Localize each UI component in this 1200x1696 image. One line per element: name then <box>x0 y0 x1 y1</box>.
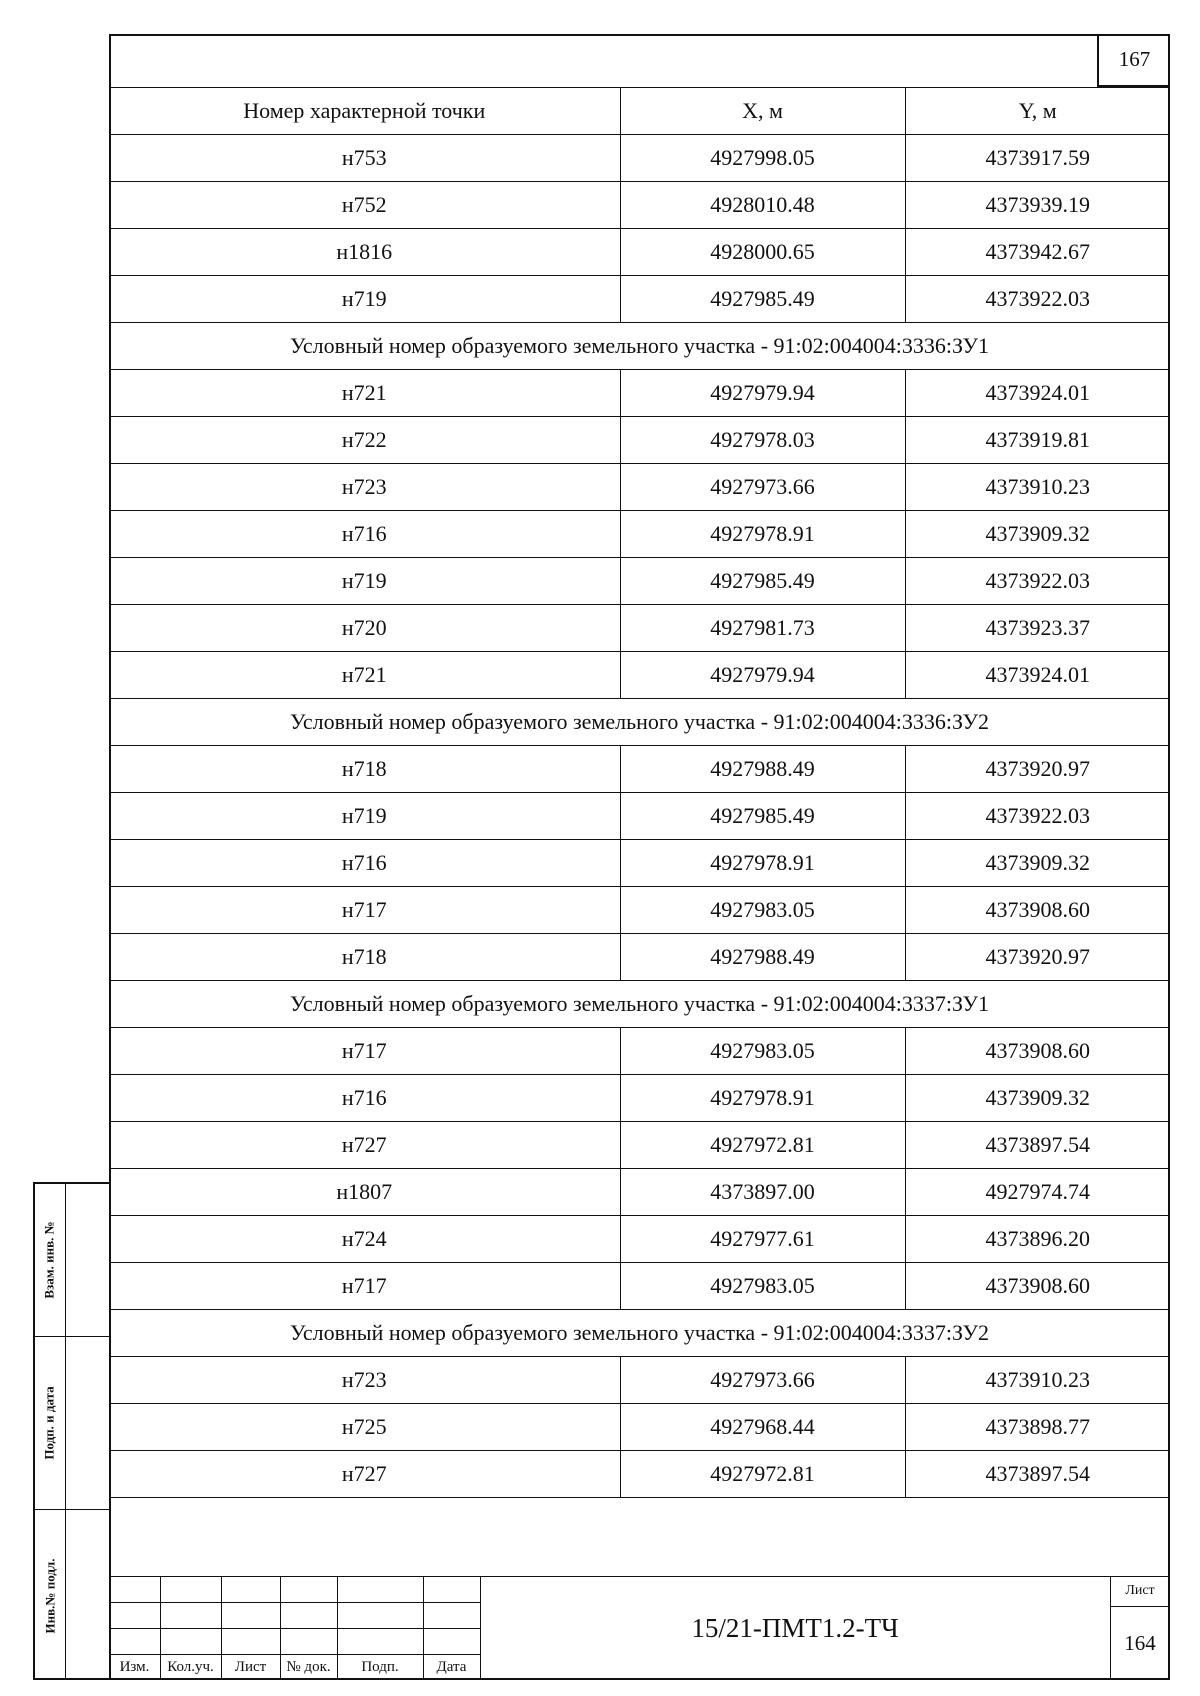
table-row <box>109 1357 1170 1404</box>
table-row <box>109 793 1170 840</box>
y-coordinate-cell: 4373908.60 <box>905 887 1170 934</box>
y-coordinate-cell: 4373908.60 <box>905 1028 1170 1075</box>
point-number-cell: н718 <box>109 746 620 793</box>
page-number-top: 167 <box>1097 34 1170 87</box>
stamp-col-change: Изм. <box>119 1658 150 1675</box>
table-row <box>109 182 1170 229</box>
y-coordinate-cell: 4373897.54 <box>905 1451 1170 1498</box>
point-number-cell: н716 <box>109 511 620 558</box>
point-number-cell: н719 <box>109 276 620 323</box>
table-row <box>109 276 1170 323</box>
point-number-cell: н717 <box>109 1028 620 1075</box>
parcel-section-title: Условный номер образуемого земельного участка - 91:02:004004:3336:ЗУ1 <box>109 323 1170 370</box>
table-row <box>109 746 1170 793</box>
stamp-col-count: Кол.уч. <box>167 1658 214 1675</box>
x-coordinate-cell: 4927978.91 <box>620 1075 905 1122</box>
side-label-sign-date: Подп. и дата <box>42 1385 58 1460</box>
x-coordinate-cell: 4927978.91 <box>620 840 905 887</box>
side-stamp <box>33 1182 109 1680</box>
table-row <box>109 229 1170 276</box>
point-number-cell: н753 <box>109 135 620 182</box>
section-header-row <box>109 699 1170 746</box>
table-header-row <box>109 88 1170 135</box>
x-coordinate-cell: 4927979.94 <box>620 652 905 699</box>
y-coordinate-cell: 4373923.37 <box>905 605 1170 652</box>
x-coordinate-cell: 4927988.49 <box>620 934 905 981</box>
point-number-cell: н1807 <box>109 1169 620 1216</box>
table-row <box>109 1075 1170 1122</box>
point-number-cell: н721 <box>109 652 620 699</box>
point-number-cell: н718 <box>109 934 620 981</box>
y-coordinate-cell: 4373917.59 <box>905 135 1170 182</box>
point-number-cell: н727 <box>109 1122 620 1169</box>
table-row <box>109 1263 1170 1310</box>
header-y: Y, м <box>905 88 1170 135</box>
parcel-section-title: Условный номер образуемого земельного участка - 91:02:004004:3337:ЗУ1 <box>109 981 1170 1028</box>
y-coordinate-cell: 4373909.32 <box>905 1075 1170 1122</box>
x-coordinate-cell: 4927978.03 <box>620 417 905 464</box>
point-number-cell: н719 <box>109 558 620 605</box>
y-coordinate-cell: 4927974.74 <box>905 1169 1170 1216</box>
table-row <box>109 934 1170 981</box>
point-number-cell: н717 <box>109 887 620 934</box>
table-row <box>109 417 1170 464</box>
point-number-cell: н716 <box>109 1075 620 1122</box>
point-number-cell: н752 <box>109 182 620 229</box>
point-number-cell: н725 <box>109 1404 620 1451</box>
point-number-cell: н722 <box>109 417 620 464</box>
stamp-col-signature: Подп. <box>361 1658 399 1675</box>
section-header-row <box>109 1310 1170 1357</box>
x-coordinate-cell: 4927981.73 <box>620 605 905 652</box>
y-coordinate-cell: 4373924.01 <box>905 370 1170 417</box>
table-row <box>109 887 1170 934</box>
x-coordinate-cell: 4373897.00 <box>620 1169 905 1216</box>
table-row <box>109 464 1170 511</box>
point-number-cell: н720 <box>109 605 620 652</box>
y-coordinate-cell: 4373908.60 <box>905 1263 1170 1310</box>
y-coordinate-cell: 4373942.67 <box>905 229 1170 276</box>
x-coordinate-cell: 4927968.44 <box>620 1404 905 1451</box>
y-coordinate-cell: 4373897.54 <box>905 1122 1170 1169</box>
y-coordinate-cell: 4373922.03 <box>905 558 1170 605</box>
x-coordinate-cell: 4927983.05 <box>620 1028 905 1075</box>
coordinates-table <box>109 87 1170 1498</box>
table-row <box>109 511 1170 558</box>
sheet-label: Лист <box>1125 1583 1155 1598</box>
x-coordinate-cell: 4927985.49 <box>620 793 905 840</box>
header-x: X, м <box>620 88 905 135</box>
x-coordinate-cell: 4927973.66 <box>620 1357 905 1404</box>
table-row <box>109 370 1170 417</box>
y-coordinate-cell: 4373920.97 <box>905 746 1170 793</box>
table-row <box>109 1216 1170 1263</box>
table-row <box>109 652 1170 699</box>
point-number-cell: н719 <box>109 793 620 840</box>
table-row <box>109 1451 1170 1498</box>
y-coordinate-cell: 4373896.20 <box>905 1216 1170 1263</box>
stamp-col-doc-number: № док. <box>286 1658 331 1675</box>
x-coordinate-cell: 4928010.48 <box>620 182 905 229</box>
point-number-cell: н724 <box>109 1216 620 1263</box>
point-number-cell: н721 <box>109 370 620 417</box>
table-row <box>109 558 1170 605</box>
point-number-cell: н1816 <box>109 229 620 276</box>
table-row <box>109 1404 1170 1451</box>
x-coordinate-cell: 4927983.05 <box>620 887 905 934</box>
x-coordinate-cell: 4927978.91 <box>620 511 905 558</box>
table-row <box>109 1122 1170 1169</box>
x-coordinate-cell: 4927972.81 <box>620 1122 905 1169</box>
x-coordinate-cell: 4927979.94 <box>620 370 905 417</box>
table-row <box>109 605 1170 652</box>
x-coordinate-cell: 4927988.49 <box>620 746 905 793</box>
y-coordinate-cell: 4373909.32 <box>905 511 1170 558</box>
table-row <box>109 840 1170 887</box>
y-coordinate-cell: 4373909.32 <box>905 840 1170 887</box>
side-label-replaced-inv: Взам. инв. № <box>42 1221 58 1299</box>
parcel-section-title: Условный номер образуемого земельного участка - 91:02:004004:3337:ЗУ2 <box>109 1310 1170 1357</box>
y-coordinate-cell: 4373939.19 <box>905 182 1170 229</box>
y-coordinate-cell: 4373920.97 <box>905 934 1170 981</box>
table-row <box>109 1028 1170 1075</box>
x-coordinate-cell: 4927972.81 <box>620 1451 905 1498</box>
y-coordinate-cell: 4373922.03 <box>905 793 1170 840</box>
point-number-cell: н723 <box>109 464 620 511</box>
x-coordinate-cell: 4927985.49 <box>620 558 905 605</box>
y-coordinate-cell: 4373910.23 <box>905 1357 1170 1404</box>
point-number-cell: н716 <box>109 840 620 887</box>
parcel-section-title: Условный номер образуемого земельного участка - 91:02:004004:3336:ЗУ2 <box>109 699 1170 746</box>
x-coordinate-cell: 4927983.05 <box>620 1263 905 1310</box>
section-header-row <box>109 981 1170 1028</box>
y-coordinate-cell: 4373922.03 <box>905 276 1170 323</box>
stamp-col-date: Дата <box>436 1658 467 1675</box>
sheet-number: 164 <box>1124 1630 1156 1655</box>
title-block <box>109 1576 1170 1680</box>
section-header-row <box>109 323 1170 370</box>
point-number-cell: н723 <box>109 1357 620 1404</box>
point-number-cell: н727 <box>109 1451 620 1498</box>
y-coordinate-cell: 4373924.01 <box>905 652 1170 699</box>
y-coordinate-cell: 4373919.81 <box>905 417 1170 464</box>
x-coordinate-cell: 4927985.49 <box>620 276 905 323</box>
table-row <box>109 135 1170 182</box>
header-point-number: Номер характерной точки <box>109 88 620 135</box>
point-number-cell: н717 <box>109 1263 620 1310</box>
y-coordinate-cell: 4373898.77 <box>905 1404 1170 1451</box>
x-coordinate-cell: 4927977.61 <box>620 1216 905 1263</box>
x-coordinate-cell: 4927973.66 <box>620 464 905 511</box>
stamp-col-sheet: Лист <box>234 1658 267 1675</box>
side-label-original-inv: Инв.№ подл. <box>42 1558 58 1633</box>
document-code: 15/21-ПМТ1.2-ТЧ <box>691 1612 899 1643</box>
table-row <box>109 1169 1170 1216</box>
y-coordinate-cell: 4373910.23 <box>905 464 1170 511</box>
x-coordinate-cell: 4928000.65 <box>620 229 905 276</box>
x-coordinate-cell: 4927998.05 <box>620 135 905 182</box>
